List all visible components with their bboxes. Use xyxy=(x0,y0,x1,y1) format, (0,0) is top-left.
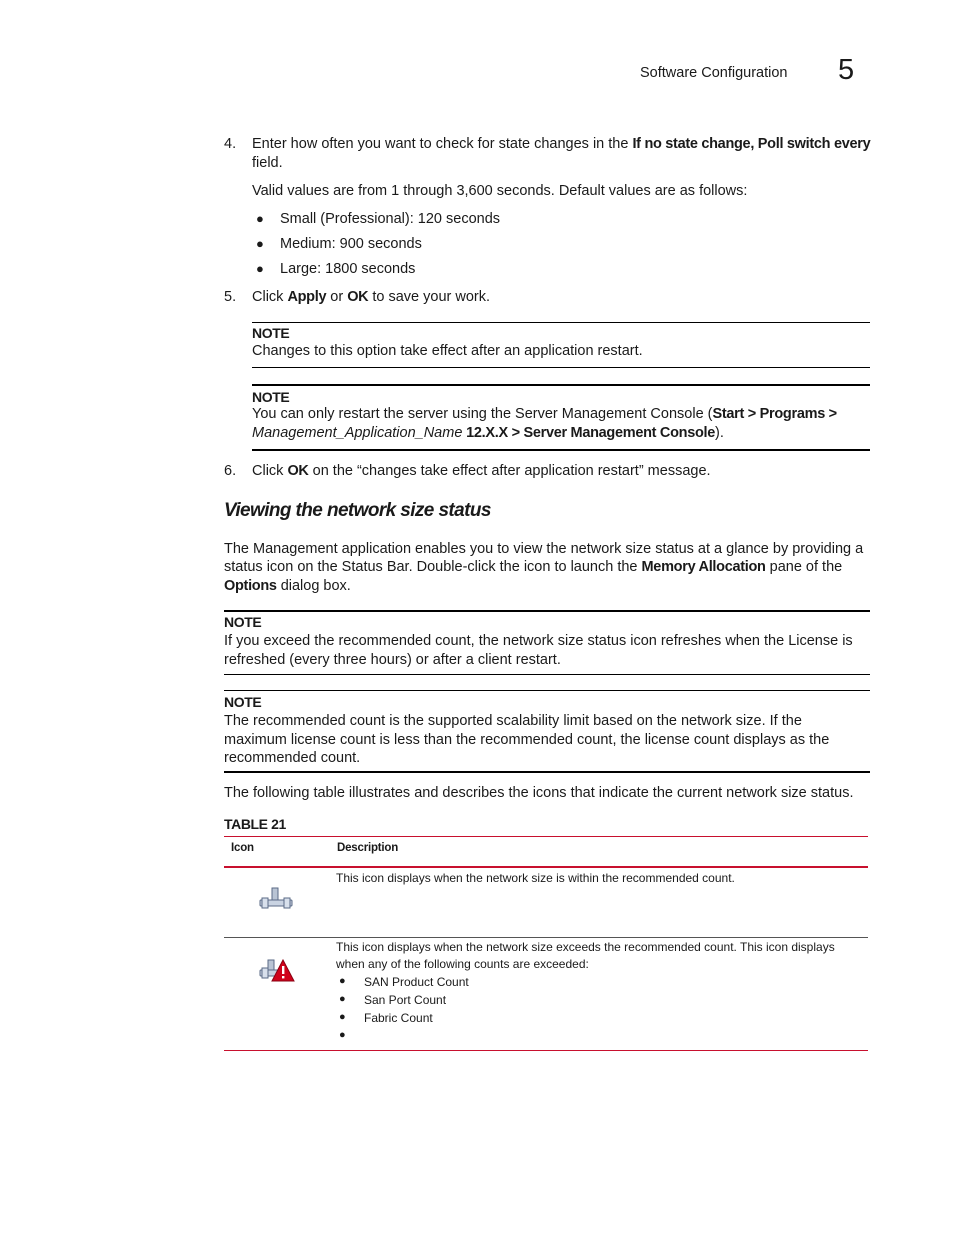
bullet-icon: ● xyxy=(339,993,346,1005)
count-list-item: San Port Count xyxy=(364,993,447,1007)
section-paragraph: The Management application enables you to view the network size status at a glance by providing a xyxy=(224,541,864,557)
note-text: You can only restart the server using the Server Management Console (Start > Programs > xyxy=(252,406,837,422)
network-warning-icon xyxy=(258,956,296,988)
table-intro: The following table illustrates and describes the icons that indicate the current network size status. xyxy=(224,785,854,801)
step-4-text: Enter how often you want to check for state changes in the If no state change, Poll switch every xyxy=(252,136,871,152)
step-6-text: Click OK on the “changes take effect after application restart” message. xyxy=(252,463,711,479)
note-top-rule xyxy=(224,610,870,612)
bullet-icon: ● xyxy=(256,261,264,276)
note-label: NOTE xyxy=(224,614,262,630)
note-top-rule xyxy=(252,322,870,323)
note-top-rule xyxy=(252,384,870,386)
bullet-icon: ● xyxy=(339,975,346,987)
table-row-divider xyxy=(224,937,868,938)
note-label: NOTE xyxy=(252,389,290,405)
table-cell-description: This icon displays when the network size exceeds the recommended count. This icon displays xyxy=(336,940,835,954)
bullet-icon: ● xyxy=(256,236,264,251)
step-4-number: 4. xyxy=(224,136,237,152)
note-text: Changes to this option take effect after an application restart. xyxy=(252,343,643,359)
column-header-icon: Icon xyxy=(231,842,254,854)
section-paragraph-cont: Options dialog box. xyxy=(224,578,351,594)
note-label: NOTE xyxy=(252,325,290,341)
column-header-description: Description xyxy=(337,842,399,854)
note-text-cont: refreshed (every three hours) or after a client restart. xyxy=(224,652,561,668)
note-text: If you exceed the recommended count, the network size status icon refreshes when the License is xyxy=(224,633,853,649)
default-value-item: Medium: 900 seconds xyxy=(280,236,422,252)
bullet-icon: ● xyxy=(339,1029,346,1041)
step-5-text: Click Apply or OK to save your work. xyxy=(252,289,491,305)
table-top-rule xyxy=(224,836,868,837)
valid-values-text: Valid values are from 1 through 3,600 seconds. Default values are as follows: xyxy=(252,183,748,199)
note-bottom-rule xyxy=(252,367,870,368)
note-text-cont: recommended count. xyxy=(224,750,361,766)
bullet-icon: ● xyxy=(256,211,264,226)
table-bottom-rule xyxy=(224,1050,868,1051)
network-normal-icon xyxy=(258,886,294,914)
step-5-number: 5. xyxy=(224,289,237,305)
table-cell-description-cont: when any of the following counts are exceeded: xyxy=(336,957,589,971)
count-list-item: SAN Product Count xyxy=(364,975,469,989)
chapter-number: 5 xyxy=(838,54,855,86)
step-4-text-cont: field. xyxy=(252,155,283,171)
note-bottom-rule xyxy=(224,674,870,675)
table-cell-description: This icon displays when the network size is within the recommended count. xyxy=(336,871,735,885)
running-header-title: Software Configuration xyxy=(640,65,788,81)
field-name: If no state change, Poll switch every xyxy=(632,136,871,152)
default-value-item: Large: 1800 seconds xyxy=(280,261,416,277)
note-bottom-rule xyxy=(224,771,870,773)
table-header-rule xyxy=(224,866,868,868)
note-top-rule xyxy=(224,690,870,691)
table-caption: TABLE 21 xyxy=(224,816,286,832)
note-label: NOTE xyxy=(224,694,262,710)
count-list-item: Fabric Count xyxy=(364,1011,433,1025)
bullet-icon: ● xyxy=(339,1011,346,1023)
section-paragraph-cont: status icon on the Status Bar. Double-click the icon to launch the Memory Allocation pane of the xyxy=(224,559,843,575)
note-text: The recommended count is the supported scalability limit based on the network size. If the xyxy=(224,713,802,729)
note-text-cont: maximum license count is less than the recommended count, the license count displays as the xyxy=(224,732,830,748)
note-text-cont: Management_Application_Name 12.X.X > Server Management Console). xyxy=(252,425,724,441)
default-value-item: Small (Professional): 120 seconds xyxy=(280,211,501,227)
section-heading: Viewing the network size status xyxy=(224,500,491,521)
note-bottom-rule xyxy=(252,449,870,451)
step-6-number: 6. xyxy=(224,463,237,479)
